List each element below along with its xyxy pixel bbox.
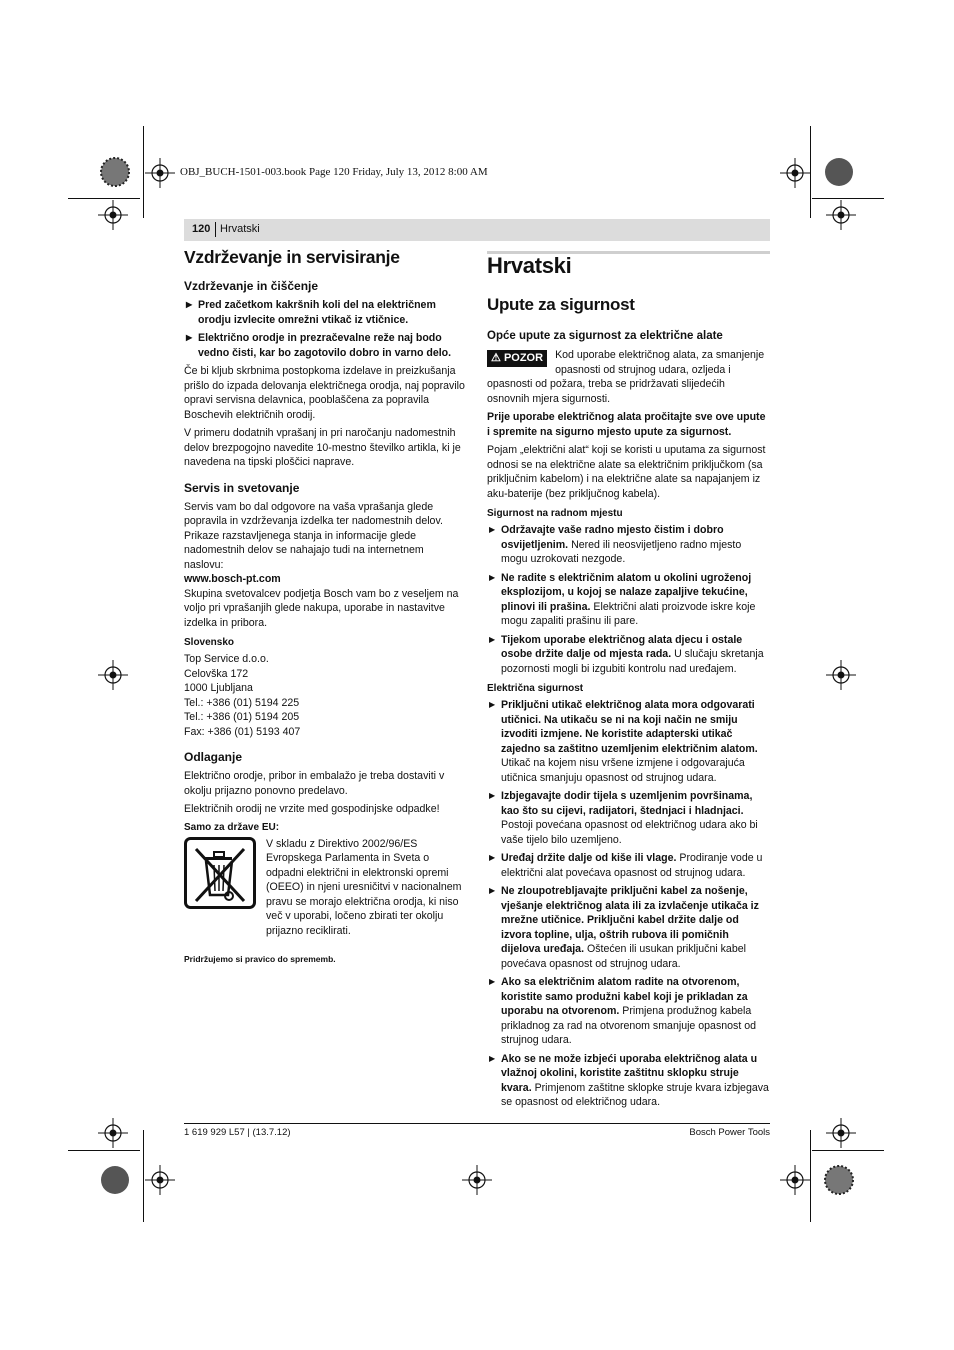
bullet-bold: Održavajte vaše radno mjesto čistim i dobro osvijetljenim. <box>501 524 724 551</box>
footer-rule <box>184 1123 770 1124</box>
subsection-heading: Odlaganje <box>184 750 243 764</box>
left-column <box>184 246 466 967</box>
bullet-text: Električni alati proizvode iskre koje mogu zapaliti prašinu ili pare. <box>501 600 756 627</box>
paragraph-text: Servis vam bo dal odgovore na vaša vprašanja glede popravila in vzdrževanja izdelka ter nadomestnih delov. Prikaze razstavljenega stanja in informacije glede nadomestnih delov se nahajajo tudi na internetnem naslovu: <box>184 500 443 571</box>
bullet-text: Postoji povećana opasnost od električnog udara ako bi vaše tijelo bilo uzemljeno. <box>501 819 758 846</box>
crossed-bin-icon <box>184 837 256 909</box>
paragraph: Če bi kljub skrbnima postopkoma izdelave in preizkušanja prišlo do izpada delovanja električnega orodja, naj popravilo opravi servisna delavnica, pooblaščena za popravila Boschevih električnih orodij. <box>184 365 465 421</box>
bullet-bold: Izbjegavajte dodir tijela s uzemljenim površinama, kao što su cijevi, radijatori, štednjaci i hladnjaci. <box>501 790 753 817</box>
address-line: Celovška 172 <box>184 667 249 680</box>
eu-directive-text: V skladu z Direktivo 2002/96/ES Evropskega Parlamenta in Sveta o odpadni električni in elektronski opremi (OEEO) in njeni uresničitvi v nacionalnem pravu se morajo električna orodja, ki niso več v uporabi, ločeno zbirati ter okolju prijazno reciklirati. <box>266 837 462 937</box>
registration-target-icon <box>145 1165 175 1195</box>
bullet-item <box>487 1052 770 1110</box>
crop-mark <box>68 1150 140 1151</box>
warning-text: Kod uporabe električnog alata, za smanjenje opasnosti od strujnog udara, ozljeda i opasnosti od požara, treba se pridržavati slijedećih osnovnih mjera sigurnosti. <box>487 349 765 405</box>
phone-line: Tel.: +386 (01) 5194 225 <box>184 696 300 709</box>
eu-block <box>184 837 466 939</box>
bullet-item: ▶ Električno orodje in prezračevalne reže naj bodo vedno čisti, kar bo zagotovilo dobro in varno delo. <box>184 331 466 360</box>
warning-badge <box>487 350 547 367</box>
website-link[interactable]: www.bosch-pt.com <box>184 573 281 585</box>
warning-badge-label: POZOR <box>503 352 544 364</box>
right-column <box>487 252 770 1114</box>
crop-mark <box>68 198 140 199</box>
registration-target-icon <box>780 158 810 188</box>
bullet-item: ▶ Pred začetkom kakršnih koli del na električnem orodju izvlecite omrežni vtikač iz vtičnice. <box>184 298 466 327</box>
registration-target-icon <box>826 660 856 690</box>
paragraph: Električnih orodij ne vrzite med gospodinjske odpadke! <box>184 803 440 815</box>
color-wheel-icon <box>824 1165 854 1195</box>
paragraph <box>184 500 466 573</box>
bullet-item <box>487 851 770 880</box>
paragraph: Pojam „električni alat“ koji se koristi u uputama za sigurnost odnosi se na električne alate sa električnim priključkom (sa priključnim kabelom) i na električne alate sa napajanjem iz aku-baterije (bez priključnog kabela). <box>487 444 766 500</box>
warning-block <box>487 348 770 406</box>
registration-target-icon <box>826 1118 856 1148</box>
bullet-bold: Ako sa električnim alatom radite na otvorenom, koristite samo produžni kabel koji je prikladan za uporabu na otvorenom. <box>501 976 748 1017</box>
subsection-heading: Vzdrževanje in čiščenje <box>184 279 319 293</box>
bullet-item <box>487 633 770 677</box>
bullet-item <box>487 571 770 629</box>
paragraph: V primeru dodatnih vprašanj in pri naročanju nadomestnih delov brezpogojno navedite 10-mestno številko artikla, ki je navedena na tipski ploščici naprave. <box>184 427 461 468</box>
bullet-text: Prodiranje vode u električni alat povećava opasnost od strujnog udara. <box>501 852 763 879</box>
bullet-item <box>487 523 770 567</box>
header-language: Hrvatski <box>220 223 260 235</box>
section-subtitle: Upute za sigurnost <box>487 295 635 314</box>
bullet-text: Primjenom zaštitne sklopke struje kvara izbjegava se opasnost od električnog udara. <box>501 1081 769 1108</box>
registration-target-icon <box>780 1165 810 1195</box>
crop-mark <box>143 1130 144 1222</box>
subsection-heading: Električna sigurnost <box>487 683 584 694</box>
bullet-item <box>487 884 770 971</box>
phone-line: Tel.: +386 (01) 5194 205 <box>184 711 300 723</box>
subsection-heading: Opće upute za sigurnost za električne alate <box>487 330 723 342</box>
disclaimer-note: Pridržujemo si pravico do sprememb. <box>184 954 336 964</box>
bullet-item <box>487 975 770 1048</box>
warning-triangle-icon: ⚠ <box>491 352 501 364</box>
registration-target-icon <box>826 200 856 230</box>
paragraph: Skupina svetovalcev podjetja Bosch vam bo z veseljem na voljo pri vprašanjih glede nakupa, uporabe in nastavitve izdelka in pribora. <box>184 587 459 629</box>
paragraph: Električno orodje, pribor in embalažo je treba dostaviti v okolju prijazno ponovno predelavo. <box>184 770 445 797</box>
crop-mark <box>810 1130 811 1222</box>
bullet-bold: Ne radite s električnim alatom u okolini ugroženoj eksplozijom, u kojoj se nalaze zapaljive tekućine, plinovi ili prašina. <box>501 571 752 613</box>
header-separator <box>215 222 216 237</box>
address-line: Top Service d.o.o. <box>184 653 269 665</box>
eu-heading: Samo za države EU: <box>184 821 280 833</box>
crop-mark <box>143 126 144 218</box>
bullet-item <box>487 789 770 847</box>
paragraph-bold: Prije uporabe električnog alata pročitajte sve ove upute i spremite na sigurno mjesto upute za sigurnost. <box>487 411 766 438</box>
page-number: 120 <box>192 223 211 235</box>
registration-target-icon <box>98 200 128 230</box>
color-wheel-icon <box>100 1165 130 1195</box>
bullet-item <box>487 698 770 785</box>
fax-line: Fax: +386 (01) 5193 407 <box>184 725 301 738</box>
address-line: 1000 Ljubljana <box>184 682 253 694</box>
crop-mark <box>812 1150 884 1151</box>
crop-mark <box>810 126 811 218</box>
country-heading: Slovensko <box>184 637 235 648</box>
bullet-text: Primjena produžnog kabela prikladnog za rad na otvorenom smanjuje opasnost od strujnog udara. <box>501 1005 756 1046</box>
section-title: Vzdrževanje in servisiranje <box>184 247 400 267</box>
crop-mark <box>812 198 884 199</box>
subsection-heading: Sigurnost na radnom mjestu <box>487 508 623 519</box>
bullet-bold: Priključni utikač električnog alata mora odgovarati utičnici. Na utikaču se ni na koji način ne smiju izvoditi izmjene. Ne koristite adapterski utikač zajedno sa zaštitno uzemljenim električnim alatom. <box>501 699 758 755</box>
bullet-bold: Uređaj držite dalje od kiše ili vlage. <box>501 852 677 864</box>
footer-brand: Bosch Power Tools <box>689 1127 770 1138</box>
registration-target-icon <box>98 1118 128 1148</box>
bullet-bold: Tijekom uporabe električnog alata djecu i ostale osobe držite dalje od mjesta rada. <box>501 633 743 660</box>
bullet-text: Utikač na kojem nisu vršene izmjene i odgovarajuća utičnica smanjuju opasnost od strujnog udara. <box>501 757 745 784</box>
color-wheel-icon <box>100 157 130 187</box>
registration-target-icon <box>145 158 175 188</box>
bullet-text: U slučaju skretanja pozornosti mogli bi izgubiti kontrolu nad uređajem. <box>501 648 764 675</box>
page-header-bar <box>184 219 770 241</box>
bullet-text: Oštećen ili usukan priključni kabel povećava opasnost od strujnog udara. <box>501 943 746 970</box>
bullet-bold: Ne zloupotrebljavajte priključni kabel za nošenje, vješanje električnog alata ili za izvlačenje utikača iz mrežne utičnice. Priključni kabel držite dalje od izvora topline, ulja, oštrih rubova ili pomičnih dijelova uređaja. <box>501 885 759 955</box>
footer-doc-number: 1 619 929 L57 | (13.7.12) <box>184 1127 291 1138</box>
registration-target-icon <box>98 660 128 690</box>
language-title: Hrvatski <box>487 253 572 278</box>
printer-info-line: OBJ_BUCH-1501-003.book Page 120 Friday, July 13, 2012 8:00 AM <box>180 166 488 178</box>
subsection-heading: Servis in svetovanje <box>184 480 300 495</box>
registration-target-icon <box>462 1165 492 1195</box>
color-wheel-icon <box>824 157 854 187</box>
bullet-text: Nered ili neosvijetljeno radno mjesto mogu uzrokovati nezgode. <box>501 538 742 565</box>
bullet-bold: Ako se ne može izbjeći uporaba električnog alata u vlažnoj okolini, koristite zaštitnu sklopku struje kvara. <box>501 1052 758 1094</box>
